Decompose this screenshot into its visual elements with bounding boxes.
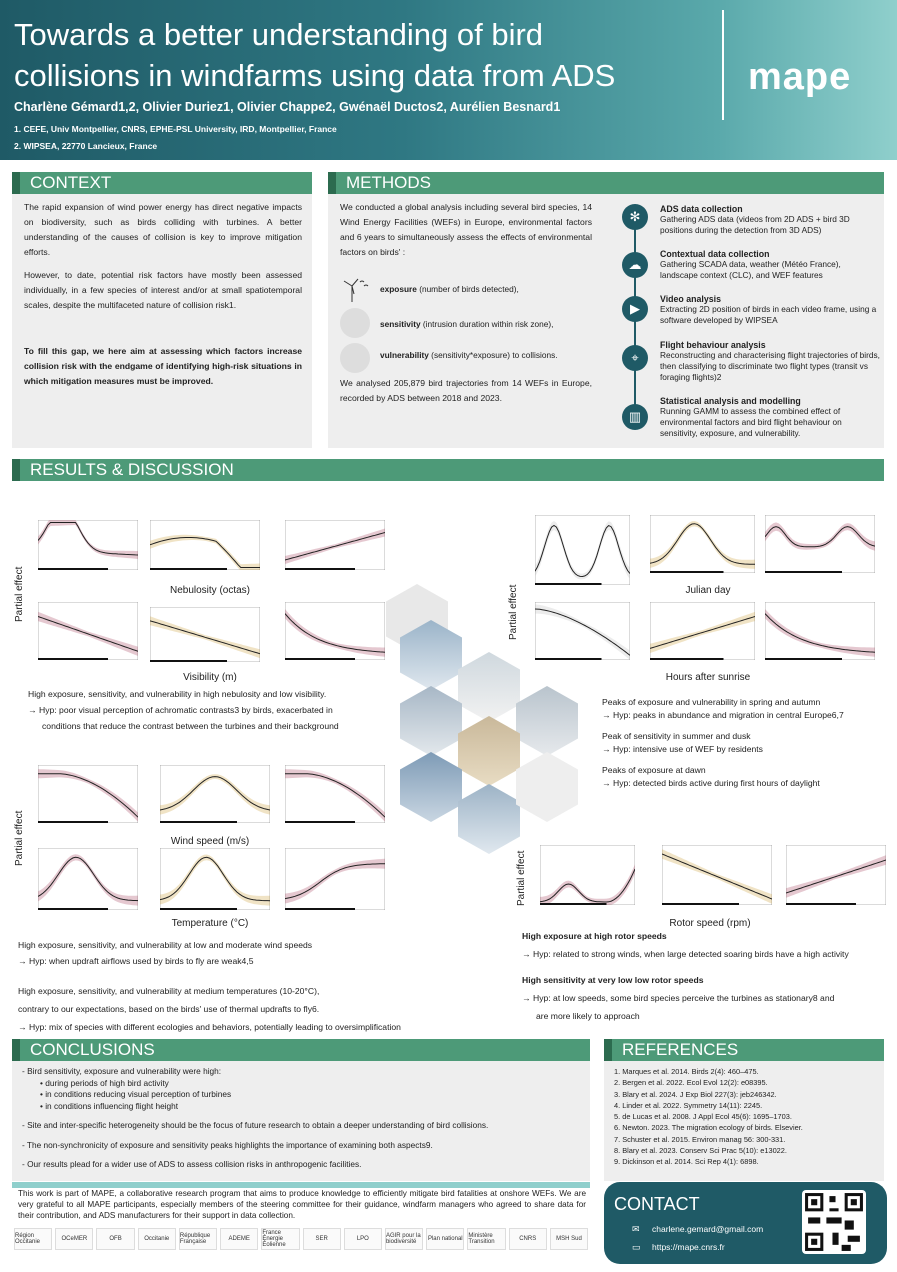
affiliation-1: 1. CEFE, Univ Montpellier, CNRS, EPHE-PSL University, IRD, Montpellier, France xyxy=(14,124,337,134)
reference-item: 4. Linder et al. 2022. Symmetry 14(11): 2245. xyxy=(614,1100,763,1110)
reference-item: 3. Blary et al. 2024. J Exp Biol 227(3): jeb246342. xyxy=(614,1089,777,1099)
xlabel-rotor: Rotor speed (rpm) xyxy=(669,918,751,929)
partial-effect-plot xyxy=(765,602,875,660)
finding-3: High exposure, sensitivity, and vulnerability at low and moderate wind speeds → Hyp: when updraft airflows used by birds to fly are weak4,5 xyxy=(18,940,313,966)
partner-logo: Ministère Transition xyxy=(467,1228,505,1250)
partial-effect-plot xyxy=(540,845,635,905)
partial-effect-plot xyxy=(38,520,138,570)
partial-effect-plot xyxy=(786,845,886,905)
partial-effect-plot xyxy=(150,520,260,570)
partial-effect-plot xyxy=(285,765,385,823)
contact-email[interactable]: charlene.gemard@gmail.com xyxy=(652,1224,764,1234)
cloud-icon: ☁ xyxy=(622,252,648,278)
ylabel-2: Partial effect xyxy=(508,584,519,640)
web-icon: ▭ xyxy=(632,1242,641,1252)
conclusions-header: CONCLUSIONS xyxy=(12,1039,590,1061)
partner-logo: Plan national xyxy=(426,1228,464,1250)
references-list xyxy=(614,1066,878,1168)
partial-effect-plot xyxy=(650,515,755,573)
step-3: Video analysis Extracting 2D position of birds in each video frame, using a software developed by WIPSEA xyxy=(660,294,877,325)
email-icon: ✉ xyxy=(632,1224,640,1234)
sensitivity-icon xyxy=(340,308,370,338)
partner-logo: LPO xyxy=(344,1228,382,1250)
photo-kestrel xyxy=(458,716,520,786)
affiliation-2: 2. WIPSEA, 22770 Lancieux, France xyxy=(14,141,158,151)
partial-effect-plot xyxy=(150,607,260,662)
xlabel-nebulosity: Nebulosity (octas) xyxy=(169,585,251,596)
partial-effect-plot xyxy=(662,845,772,905)
context-header: CONTEXT xyxy=(12,172,312,194)
turbine-birds-icon xyxy=(340,276,370,302)
photo-turbine-snow xyxy=(400,686,462,756)
photo-blades xyxy=(458,784,520,854)
partner-logo: République Française xyxy=(179,1228,217,1250)
methods-intro: We conducted a global analysis including several bird species, 14 Wind Energy Facilities (WEFs) in Europe, environmental factors and 6 years to simultaneously assess the effects of environmental factors on birds' : xyxy=(340,202,592,257)
xlabel-visibility: Visibility (m) xyxy=(183,672,237,683)
partial-effect-plot xyxy=(650,602,755,660)
partial-effect-plot xyxy=(535,602,630,660)
partial-effect-plot xyxy=(765,515,875,573)
step-1: ADS data collection Gathering ADS data (videos from 2D ADS + bird 3D positions during the detection from 3D ADS) xyxy=(660,204,850,235)
photo-bird-flock xyxy=(516,686,578,756)
location-icon: ⌖ xyxy=(622,345,648,371)
partner-logo: ADEME xyxy=(220,1228,258,1250)
partial-effect-plot xyxy=(535,515,630,585)
partial-effect-plot xyxy=(160,848,270,910)
mape-logo: mape xyxy=(748,56,852,98)
contact-title: CONTACT xyxy=(614,1194,700,1214)
reference-item: 5. de Lucas et al. 2008. J Appl Ecol 45(6): 1695–1703. xyxy=(614,1112,792,1122)
xlabel-hours: Hours after sunrise xyxy=(665,672,751,683)
reference-item: 6. Newton. 2023. The migration ecology of birds. Elsevier. xyxy=(614,1123,803,1133)
ylabel-1: Partial effect xyxy=(14,566,25,622)
partner-logo: OCeMER xyxy=(55,1228,93,1250)
ylabel-3: Partial effect xyxy=(14,810,25,866)
partner-logo: France Énergie Éolienne xyxy=(261,1228,299,1250)
poster-title: Towards a better understanding of bird collisions in windfarms using data from ADS xyxy=(14,17,616,93)
step-2: Contextual data collection Gathering SCADA data, weather (Météo France), landscape context (CLC), and WEF features xyxy=(660,249,841,280)
partial-effect-plot xyxy=(38,602,138,660)
references-header: REFERENCES xyxy=(604,1039,884,1061)
partner-logo: CNRS xyxy=(509,1228,547,1250)
photo-turbine-blue xyxy=(400,752,462,822)
partner-logo: OFB xyxy=(96,1228,134,1250)
reference-item: 2. Bergen et al. 2022. Ecol Evol 12(2): e08395. xyxy=(614,1078,768,1088)
methods-outro: We analysed 205,879 bird trajectories from 14 WEFs in Europe, recorded by ADS between 2018 and 2023. xyxy=(340,378,592,403)
authors: Charlène Gémard1,2, Olivier Duriez1, Olivier Chappe2, Gwénaël Ductos2, Aurélien Besnard1 xyxy=(14,100,561,114)
partial-effect-plot xyxy=(285,520,385,570)
ylabel-4: Partial effect xyxy=(516,850,527,906)
partner-logo: Occitanie xyxy=(138,1228,176,1250)
finding-2: Peaks of exposure and vulnerability in spring and autumn → Hyp: peaks in abundance and migration in central Europe6,7 Peak of sensitivity in summer and dusk → Hyp: intensive use of WEF by residents Peaks of exposure at dawn → Hyp: detected birds active during first hours of daylight xyxy=(602,697,844,788)
context-p1: The rapid expansion of wind power energy has direct negative impacts on biodiversity, such as birds colliding with turbines. A better understanding of the causes of collision is key to improve mitigation efforts. xyxy=(24,202,302,257)
step-5: Statistical analysis and modelling Running GAMM to assess the combined effect of environmental factors and bird flight behaviour on sensitivity, exposure, and vulnerability. xyxy=(660,396,842,438)
step-4: Flight behaviour analysis Reconstructing and characterising flight trajectories of birds, then classifying to discriminate two flight types (transit vs foraging flights)2 xyxy=(660,340,880,382)
finding-5: High exposure at high rotor speeds → Hyp: related to strong winds, when large detected soaring birds have a high activity High sensitivity at very low low rotor speeds → Hyp: at low speeds, some bird species perceive the turbines as stationary8 and are more likely to approach xyxy=(522,931,849,1021)
photo-birds-flying xyxy=(458,652,520,722)
xlabel-wind: Wind speed (m/s) xyxy=(170,836,250,847)
reference-item: 7. Schuster et al. 2015. Environ manag 56: 300-331. xyxy=(614,1134,786,1144)
partial-effect-plot xyxy=(285,848,385,910)
header-divider xyxy=(722,10,724,120)
finding-4: High exposure, sensitivity, and vulnerability at medium temperatures (10-20°C), contrary to our expectations, based on the birds' use of thermal updrafts to fly6. → Hyp: mix of species with different ecologies and behaviors, potentially leading to oversimplification xyxy=(18,986,401,1032)
reference-item: 9. Dickinson et al. 2014. Sci Rep 4(1): 6898. xyxy=(614,1157,759,1167)
reference-item: 1. Marques et al. 2014. Birds 2(4): 460–475. xyxy=(614,1067,759,1076)
vulnerability-icon xyxy=(340,343,370,373)
partial-effect-plot xyxy=(160,765,270,823)
network-icon: ✻ xyxy=(622,204,648,230)
qr-code[interactable] xyxy=(802,1190,866,1254)
sensitivity-item: sensitivity (intrusion duration within risk zone), xyxy=(380,319,554,329)
finding-1: High exposure, sensitivity, and vulnerability in high nebulosity and low visibility. → Hyp: poor visual perception of achromatic contrasts3 by birds, exacerbated in conditions that reduce the contrast between the turbines and their background xyxy=(28,689,339,731)
partner-logo: SER xyxy=(303,1228,341,1250)
acknowledgement: This work is part of MAPE, a collaborative research program that aims to produce knowledge to efficiently mitigate bird fatalities at onshore WEFs. We are very grateful to all MAPE participants, especially members of the steering committee for their guidance, windfarm managers who agreed to share data for their contribution, and ADS manufacturers for their support in data collection. xyxy=(18,1189,586,1220)
partner-logo: Région Occitanie xyxy=(14,1228,52,1250)
conclusions-list: - Bird sensitivity, exposure and vulnerability were high: • during periods of high bird activity • in conditions reducing visual perception of turbines • in conditions influencing flight height - Site and inter-specific heterogeneity should be the focus of future research to obtain a deeper understanding of bird collisions. - The non-synchronicity of exposure and sensitivity peaks highlights the importance of examining both aspects9. - Our results plead for a wider use of ADS to assess collision risks in anthropogenic facilities. xyxy=(22,1066,489,1169)
partner-logo: MSH Sud xyxy=(550,1228,588,1250)
stats-chart-icon: ▥ xyxy=(622,404,648,430)
hex-deco-2 xyxy=(516,752,578,822)
context-p2: However, to date, potential risk factors have mostly been assessed individually, in a few species of interest and/or at small spatiotemporal scales, despite the multifaceted nature of collision risk1. xyxy=(24,270,302,310)
context-p3: To fill this gap, we here aim at assessing which factors increase collision risk with the endgame of identifying high-risk situations in which mitigation measures must be improved. xyxy=(24,346,302,386)
play-icon: ▶ xyxy=(622,296,648,322)
results-header: RESULTS & DISCUSSION xyxy=(12,459,884,481)
vulnerability-item: vulnerability (sensitivity*exposure) to collisions. xyxy=(380,350,558,360)
partial-effect-plot xyxy=(38,848,138,910)
exposure-item: exposure (number of birds detected), xyxy=(380,284,519,294)
xlabel-julian: Julian day xyxy=(685,585,731,596)
reference-item: 8. Blary et al. 2023. Conserv Sci Prac 5(10): e13022. xyxy=(614,1146,787,1156)
contact-website[interactable]: https://mape.cnrs.fr xyxy=(652,1242,725,1252)
partner-logos xyxy=(14,1228,588,1258)
methods-header: METHODS xyxy=(328,172,884,194)
partial-effect-plot xyxy=(38,765,138,823)
xlabel-temp: Temperature (°C) xyxy=(171,918,249,929)
partial-effect-plot xyxy=(285,602,385,660)
partner-logo: AGIR pour la biodiversité xyxy=(385,1228,423,1250)
